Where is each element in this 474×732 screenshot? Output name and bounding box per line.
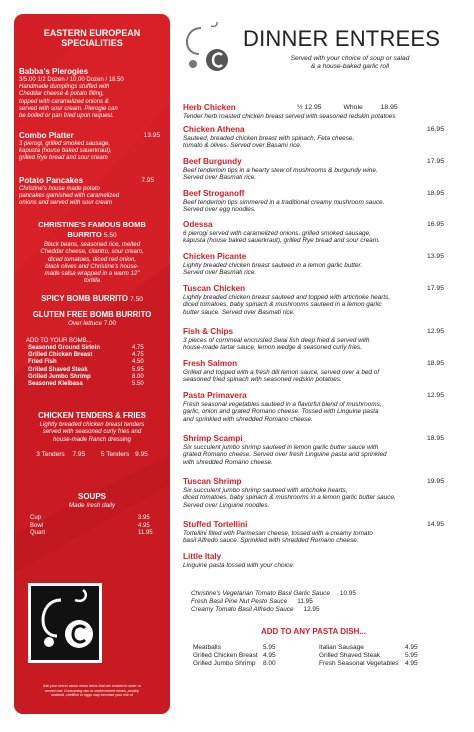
pasta-addon-name: Grilled Chicken Breast xyxy=(193,652,258,659)
soup-size: Cup xyxy=(30,515,42,522)
entree-item xyxy=(183,520,444,545)
entree-name: Odessa xyxy=(183,220,213,229)
entree-desc-line: tomato & olives. Served over Basami rice. xyxy=(183,142,302,150)
pancakes-title: Potato Pancakes xyxy=(19,176,84,185)
entree-desc-line: kapusta (house baked sauerkraut), grilled Rye bread and sour cream. xyxy=(183,237,380,245)
sauce-name: Fresh Basil Pine Nut Pesto Sauce xyxy=(191,597,288,605)
herb-whole-label: Whole xyxy=(343,104,363,111)
entree-item xyxy=(183,252,444,277)
spicy-burrito-row xyxy=(14,294,170,305)
soup-size: Quart xyxy=(30,529,46,536)
pasta-addon-price: 4.95 xyxy=(405,644,418,651)
entree-name: Chicken Athena xyxy=(183,125,245,134)
little-italy-sauces xyxy=(191,590,356,613)
entree-item xyxy=(183,552,444,569)
entree-desc-line: 6 pierogi served with caramelized onions, grilled smoked sausage, xyxy=(183,230,371,237)
pierogies-desc-2: Cheddar cheese & potato filling, xyxy=(19,91,105,98)
entree-desc-line: Tortellini filled with Parmesan cheese, tossed with a creamy tomato xyxy=(183,530,373,537)
burrito-item xyxy=(14,220,170,285)
gluten-free-item xyxy=(14,310,170,328)
spicy-burrito-title: SPICY BOMB BURRITO xyxy=(41,294,128,303)
specialities-heading-line2: SPECIALITIES xyxy=(61,38,123,48)
burrito-desc-2: Cheddar cheese, cilantro, sour cream, xyxy=(40,248,144,256)
entree-name: Shrimp Scampi xyxy=(183,434,243,443)
entree-desc-line: Grilled and topped with a fresh dill lemon sauce, served over a bed of xyxy=(183,369,380,376)
pasta-addon-row xyxy=(193,644,276,652)
entree-name: Beef Burgundy xyxy=(183,157,242,166)
pancakes-desc-1: Christine's house made potato xyxy=(19,186,100,192)
entree-name: Fresh Salmon xyxy=(183,359,238,368)
gluten-free-price: 7.00 xyxy=(103,320,116,327)
footnote-line-3: seafood, shellfish or eggs may increase your risk of xyxy=(51,693,133,698)
burrito-price: 5.50 xyxy=(103,232,117,239)
footnote xyxy=(14,684,170,698)
entree-desc-line: seasoned fried spinach with seasoned redskin potatoes. xyxy=(183,376,342,384)
pasta-addons-title: ADD TO ANY PASTA DISH... xyxy=(260,627,367,636)
pancakes-price: 7.95 xyxy=(141,177,154,184)
burrito-title-1: CHRISTINE'S FAMOUS BOMB xyxy=(38,220,146,229)
bomb-addon-name: Fried Fish xyxy=(28,359,57,366)
pasta-addons-col1 xyxy=(193,644,276,668)
tenders-item xyxy=(14,411,170,459)
bomb-addon-row xyxy=(14,352,170,359)
pierogies-prices: 3/5.00 1/2 Dozen / 10.00 Dozen / 18.50 xyxy=(19,77,124,83)
burrito-desc-6: tortilla xyxy=(83,277,101,285)
little-italy-sauce xyxy=(191,590,356,598)
entree-desc-line: garlic, onion and grated Romano cheese. Tossed with Linguine pasta xyxy=(183,408,379,416)
entree-desc-line: and sprinkled with shredded Romano cheese. xyxy=(183,415,313,423)
tenders-three-label: 3 Tenders xyxy=(36,450,65,458)
burrito-title-2: BURRITO xyxy=(67,230,102,239)
tenders-five-price: 9.95 xyxy=(135,450,148,458)
little-italy-sauce xyxy=(191,606,356,614)
herb-half-price: 12.95 xyxy=(304,104,322,111)
entree-name: Tuscan Shrimp xyxy=(183,477,242,486)
sauce-name: Creamy Tomato Basil Alfredo Sauce xyxy=(191,605,294,613)
herb-half-label: ½ xyxy=(297,104,303,111)
entree-price: 18.95 xyxy=(426,190,444,197)
specialities-heading-line1: EASTERN EUROPEAN xyxy=(43,28,141,38)
bomb-addons-title: ADD TO YOUR BOMB... xyxy=(26,338,92,344)
pasta-addon-row xyxy=(319,660,418,668)
bomb-addons xyxy=(14,337,170,388)
page-subtitle-line-1: Served with your choice of soup or salad xyxy=(290,55,410,62)
sauce-price: 11.95 xyxy=(297,597,313,605)
entree-desc-line: Tender herb roasted chicken breast served with seasoned redskin potatoes xyxy=(183,113,396,120)
bomb-addon-row xyxy=(14,381,170,388)
entree-desc-line: Sauteed, breaded chicken breast with spinach, Feta cheese, xyxy=(183,135,355,142)
bomb-addon-row xyxy=(14,374,170,381)
little-italy-sauce xyxy=(191,598,356,606)
entree-desc-line: Served over Basmati rice. xyxy=(183,174,257,182)
bomb-addon-price: 4.75 xyxy=(132,352,144,359)
entree-item xyxy=(183,157,444,182)
entree-price: 14.95 xyxy=(426,521,444,528)
soup-row xyxy=(14,515,170,522)
pasta-addon-price: 5.95 xyxy=(263,644,276,651)
entree-price: 12.95 xyxy=(426,392,444,399)
burrito-title-row xyxy=(14,230,170,241)
bomb-addon-price: 5.50 xyxy=(132,381,144,388)
entree-name: Chicken Picante xyxy=(183,252,247,261)
entree-item xyxy=(183,359,444,384)
cc-monogram-logo xyxy=(28,583,102,663)
entree-price: 16.95 xyxy=(426,126,444,133)
gluten-free-title: GLUTEN FREE BOMB BURRITO xyxy=(32,310,152,319)
bomb-addon-name: Seasoned Kielbasa xyxy=(28,381,83,388)
soup-row xyxy=(14,523,170,530)
pasta-addon-name: Fresh Seasonal Vegetables xyxy=(319,660,399,667)
burrito-desc-3: diced tomatoes, diced red onion, xyxy=(47,255,137,263)
burrito-desc-4: black olives and Christine's house- xyxy=(45,262,139,270)
tenders-desc-1: Lightly breaded chicken breast tenders xyxy=(39,421,145,428)
page-title: DINNER ENTREES xyxy=(243,26,441,51)
sauce-price: 10.95 xyxy=(339,590,356,597)
herb-whole-price: 18.95 xyxy=(380,104,398,111)
cc-monogram-icon xyxy=(31,586,99,660)
entree-name: Little Italy xyxy=(183,552,222,561)
burrito-desc-5: made salsa wrapped in a warm 12" xyxy=(44,270,140,278)
pasta-addon-name: Italian Sausage xyxy=(319,644,364,651)
entree-desc-line: Linguine pasta tossed with your choice: xyxy=(183,562,295,569)
entree-desc-line: Served over Basmati rice. xyxy=(183,269,257,277)
combo-desc-3: grilled Rye bread and sour cream xyxy=(19,155,108,162)
page-subtitle xyxy=(245,55,455,70)
soup-price: 3.95 xyxy=(138,515,150,522)
entree-item xyxy=(183,284,444,316)
entree-desc-line: grated Romano cheese. Served over fresh Linguine pasta and sprinkled xyxy=(183,451,387,459)
entree-item xyxy=(183,125,444,150)
pasta-addon-row xyxy=(193,660,276,668)
combo-desc-2: kapusta (house baked sauerkraut), xyxy=(19,148,112,155)
entree-item xyxy=(183,391,444,423)
entree-desc-line: Lightly breaded chicken breast sauteed in a lemon garlic butter. xyxy=(183,262,363,269)
entree-item xyxy=(183,327,444,352)
pierogies-title: Babba's Pierogies xyxy=(19,67,89,76)
tenders-prices xyxy=(14,451,170,459)
entree-desc-line: diced tomatoes, baby spinach & mushrooms sauteed in a lemon garlic xyxy=(183,301,382,309)
entree-price: 18.95 xyxy=(426,360,444,367)
pasta-addon-price: 4.95 xyxy=(405,660,418,667)
pasta-addon-row xyxy=(319,652,418,660)
tenders-desc-2: served with seasoned curly fries and xyxy=(42,428,142,436)
combo-desc-1: 3 pierogi, grilled smoked sausage, xyxy=(19,141,111,147)
entree-desc-line: butter sauce. Served over Basmati rice. xyxy=(183,308,295,316)
entree-name: Pasta Primavera xyxy=(183,391,247,400)
soup-size: Bowl xyxy=(30,522,44,529)
bomb-addon-name: Grilled Chicken Breast xyxy=(28,352,93,359)
specialities-heading xyxy=(14,28,170,48)
bomb-addon-row xyxy=(14,359,170,366)
sauce-name: Christine's Vegetarian Tomato Basil Garlic Sauce xyxy=(191,590,330,597)
soups-sub: Made fresh daily xyxy=(68,502,116,509)
bomb-addon-price: 8.00 xyxy=(132,373,144,380)
tenders-five-label: 5 Tenders xyxy=(100,450,130,458)
entree-item xyxy=(183,477,444,509)
pasta-addon-name: Meatballs xyxy=(193,644,221,651)
pierogies-desc-3: topped with caramelized onions & xyxy=(19,98,109,105)
entree-name: Tuscan Chicken xyxy=(183,284,246,293)
entree-desc-line: Served over Linguine noodles. xyxy=(183,501,270,509)
spicy-burrito-price: 7.50 xyxy=(130,296,143,303)
entree-desc-line: diced tomatoes, baby spinach & mushrooms in a lemon garlic butter sauce. xyxy=(183,494,396,502)
entree-name: Beef Stroganoff xyxy=(183,189,245,198)
combo-price: 13.95 xyxy=(143,132,160,139)
herb-chicken-prices xyxy=(297,103,398,113)
bomb-addon-name: Seasoned Ground Sirloin xyxy=(28,345,101,351)
bomb-addon-name: Grilled Shaved Steak xyxy=(28,366,88,373)
entree-desc-line: Beef tenderloin tips simmered in a traditional creamy mushroom sauce. xyxy=(183,199,385,206)
pasta-addon-name: Grilled Jumbo Shrimp xyxy=(193,660,256,667)
entree-desc-line: 3 pieces of cornmeal encrusted Swai fish deep fried & served with xyxy=(183,337,370,344)
soup-price: 4.95 xyxy=(138,522,150,529)
footnote-line-1: Ask your server about menu items that are cooked to order or xyxy=(43,684,141,688)
entree-name: Herb Chicken xyxy=(183,103,236,112)
entree-item xyxy=(183,220,444,245)
pancakes-desc-3: onions and served with sour cream xyxy=(19,200,113,207)
pasta-addon-name: Grilled Shaved Steak xyxy=(319,652,381,659)
pasta-addon-price: 4.95 xyxy=(263,652,276,659)
bomb-addon-name: Grilled Jumbo Shrimp xyxy=(28,373,91,380)
pasta-addons-col2 xyxy=(319,644,418,668)
entree-desc-line: Fresh seasonal vegetables sauteed in a flavorful blend of mushrooms, xyxy=(183,401,382,408)
cc-small-logo-icon xyxy=(183,22,235,80)
pierogies-desc-5: be boiled or pan fried upon request. xyxy=(19,113,114,120)
pasta-addon-row xyxy=(193,652,276,660)
entree-name: Stuffed Tortellini xyxy=(183,520,248,529)
tenders-desc-3: house-made Ranch dressing xyxy=(53,435,131,443)
soup-row xyxy=(14,530,170,537)
pancakes-desc-2: pancakes garnished with caramelized xyxy=(19,193,120,200)
entree-price: 17.95 xyxy=(426,158,444,165)
sauce-price: 12.95 xyxy=(303,605,320,613)
entree-item xyxy=(183,189,444,214)
bomb-addon-row xyxy=(14,345,170,352)
entree-desc-line: Six succulent jumbo shrimp sauteed with artichoke hearts, xyxy=(183,487,348,494)
entree-price: 17.95 xyxy=(426,285,444,292)
bomb-addon-price: 4.75 xyxy=(132,345,144,351)
pasta-addon-price: 5.95 xyxy=(405,652,418,659)
soups-list xyxy=(14,515,170,537)
entree-desc-line: house-made tartar sauce, lemon wedge & seasoned curly fries. xyxy=(183,344,363,352)
soups-title: SOUPS xyxy=(77,492,106,501)
soups-section xyxy=(14,492,170,537)
bomb-addons-list xyxy=(14,345,170,388)
entree-desc-line: Six succulent jumbo shrimp sauteed in lemon garlic butter sauce with xyxy=(183,444,379,451)
gluten-free-sub: Over lettuce xyxy=(68,320,102,327)
tenders-three-price: 7.95 xyxy=(72,450,86,458)
entree-desc-line: Served over egg noodles. xyxy=(183,206,256,214)
bomb-addon-price: 5.95 xyxy=(132,366,144,373)
tenders-title: CHICKEN TENDERS & FRIES xyxy=(38,411,146,420)
entrees-column xyxy=(183,14,463,719)
entree-price: 13.95 xyxy=(426,253,444,260)
combo-title: Combo Platter xyxy=(19,131,74,140)
pasta-addon-price: 8.00 xyxy=(263,660,276,667)
entree-desc-line: with shredded Romano cheese. xyxy=(183,458,273,466)
entree-name: Fish & Chips xyxy=(183,327,234,336)
entree-item xyxy=(183,434,444,466)
entree-price: 12.95 xyxy=(426,328,444,335)
bomb-addon-price: 4.50 xyxy=(132,359,144,366)
pierogies-desc-1: Handmade dumplings stuffed with xyxy=(19,84,110,91)
entree-price: 18.95 xyxy=(426,435,444,442)
combo-item xyxy=(14,131,170,163)
burrito-desc-1: Black beans, seasoned rice, melted xyxy=(43,241,141,248)
specialities-panel xyxy=(14,14,170,714)
entree-desc-line: Lightly breaded chicken breast sauteed and topped with artichoke hearts, xyxy=(183,294,391,301)
entree-price: 16.95 xyxy=(426,221,444,228)
footnote-line-2: served raw. Consuming raw or undercooked meats, poultry, xyxy=(44,688,140,693)
pancakes-item xyxy=(14,176,170,208)
soup-price: 11.95 xyxy=(138,529,153,536)
entree-desc-line: basil Alfredo sauce. Sprinkled with shredded Romano cheese. xyxy=(183,537,359,545)
bomb-addon-row xyxy=(14,367,170,374)
pierogies-desc-4: served with sour cream. Pierogie can xyxy=(19,105,118,112)
pasta-addon-row xyxy=(319,644,418,652)
pierogies-item xyxy=(14,67,170,120)
combo-title-row xyxy=(14,131,170,141)
entree-desc-line: Beef tenderloin tips in a hearty stew of mushrooms & burgundy wine. xyxy=(183,167,378,174)
entree-price: 19.95 xyxy=(426,478,444,485)
page-subtitle-line-2: & a house-baked garlic roll xyxy=(310,62,390,70)
pancakes-title-row xyxy=(14,176,170,186)
